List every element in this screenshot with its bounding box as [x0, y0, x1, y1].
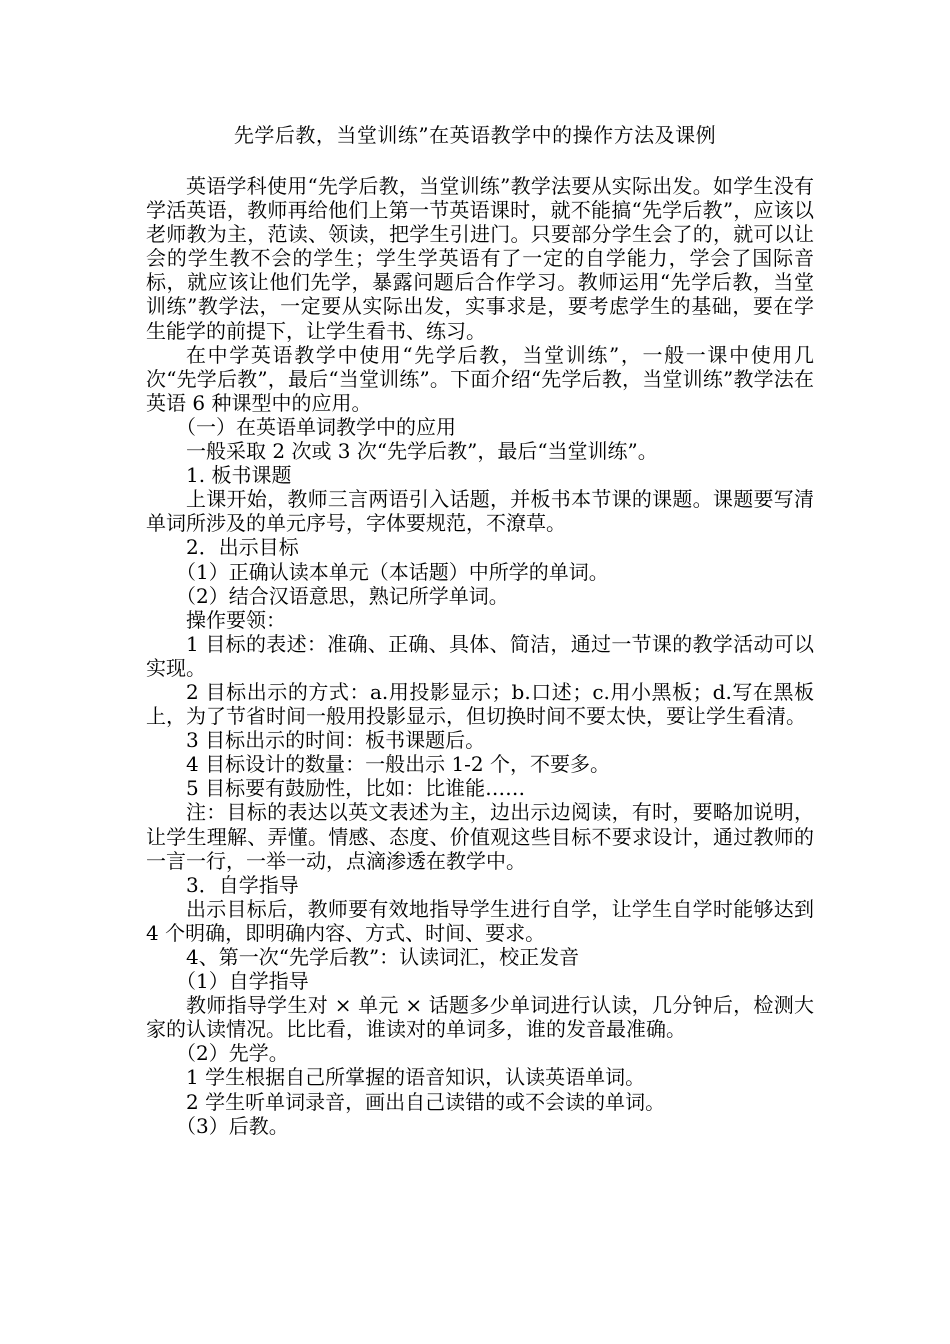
paragraph: 2．出示目标 [186, 535, 299, 560]
paragraph: 一般采取 2 次或 3 次“先学后教”，最后“当堂训练”。 [186, 439, 658, 464]
paragraph: 4、第一次“先学后教”：认读词汇，校正发音 [186, 945, 580, 969]
paragraph: 5 目标要有鼓励性，比如：比谁能…… [186, 776, 526, 801]
paragraph: （一）在英语单词教学中的应用 [176, 414, 456, 439]
document-body [146, 174, 814, 1138]
paragraph: 英语学科使用“先学后教，当堂训练”教学法要从实际出发。如学生没有学活英语，教师再给他们上第一节英语课时，就不能搞“先学后教”，应该以老师教为主，范读、领读，把学生引进门。只要部分学生会了的，就可以让会的学生教不会的学生；学生学英语有了一定的自学能力，学会了国际音标，就应该让他们先学，暴露问题后合作学习。教师运用“先学后教，当堂训练”教学法，一定要从实际出发，实事求是，要考虑学生的基础，要在学生能学的前提下，让学生看书、练习。 [146, 174, 814, 343]
paragraph: 2 学生听单词录音，画出自己读错的或不会读的单词。 [186, 1089, 666, 1114]
paragraph: 3 目标出示的时间：板书课题后。 [186, 728, 486, 753]
paragraph: 1. 板书课题 [186, 463, 292, 488]
paragraph: （2）先学。 [176, 1041, 289, 1066]
page-title: 先学后教，当堂训练”在英语教学中的操作方法及课例 [233, 123, 717, 147]
paragraph: （1）自学指导 [176, 969, 309, 994]
paragraph: 操作要领： [186, 607, 286, 632]
paragraph: 上课开始，教师三言两语引入话题，并板书本节课的课题。课题要写清单词所涉及的单元序号，字体要规范，不潦草。 [146, 487, 814, 536]
paragraph: 注：目标的表达以英文表述为主，边出示边阅读，有时，要略加说明，让学生理解、弄懂。情感、态度、价值观这些目标不要求设计，通过教师的一言一行，一举一动，点滴渗透在教学中。 [146, 800, 814, 873]
paragraph: （3）后教。 [176, 1113, 289, 1138]
paragraph: （2）结合汉语意思，熟记所学单词。 [176, 583, 509, 608]
paragraph: 在中学英语教学中使用“先学后教，当堂训练”，一般一课中使用几次“先学后教”，最后“当堂训练”。下面介绍“先学后教，当堂训练”教学法在英语 6 种课型中的应用。 [146, 342, 814, 415]
paragraph: 1 目标的表述：准确、正确、具体、简洁，通过一节课的教学活动可以实现。 [146, 631, 814, 680]
paragraph: 出示目标后，教师要有效地指导学生进行自学，让学生自学时能够达到 4 个明确，即明确内容、方式、时间、要求。 [146, 896, 814, 945]
paragraph: 3．自学指导 [186, 872, 299, 897]
paragraph: 1 学生根据自己所掌握的语音知识，认读英语单词。 [186, 1065, 646, 1090]
paragraph: 4 目标设计的数量：一般出示 1-2 个，不要多。 [186, 752, 611, 777]
paragraph: 教师指导学生对 × 单元 × 话题多少单词进行认读，几分钟后，检测大家的认读情况。比比看，谁读对的单词多，谁的发音最准确。 [146, 993, 814, 1042]
paragraph: （1）正确认读本单元（本话题）中所学的单词。 [176, 559, 609, 584]
paragraph: 2 目标出示的方式：a.用投影显示；b.口述；c.用小黑板；d.写在黑板上，为了节省时间一般用投影显示，但切换时间不要太快，要让学生看清。 [146, 679, 814, 729]
